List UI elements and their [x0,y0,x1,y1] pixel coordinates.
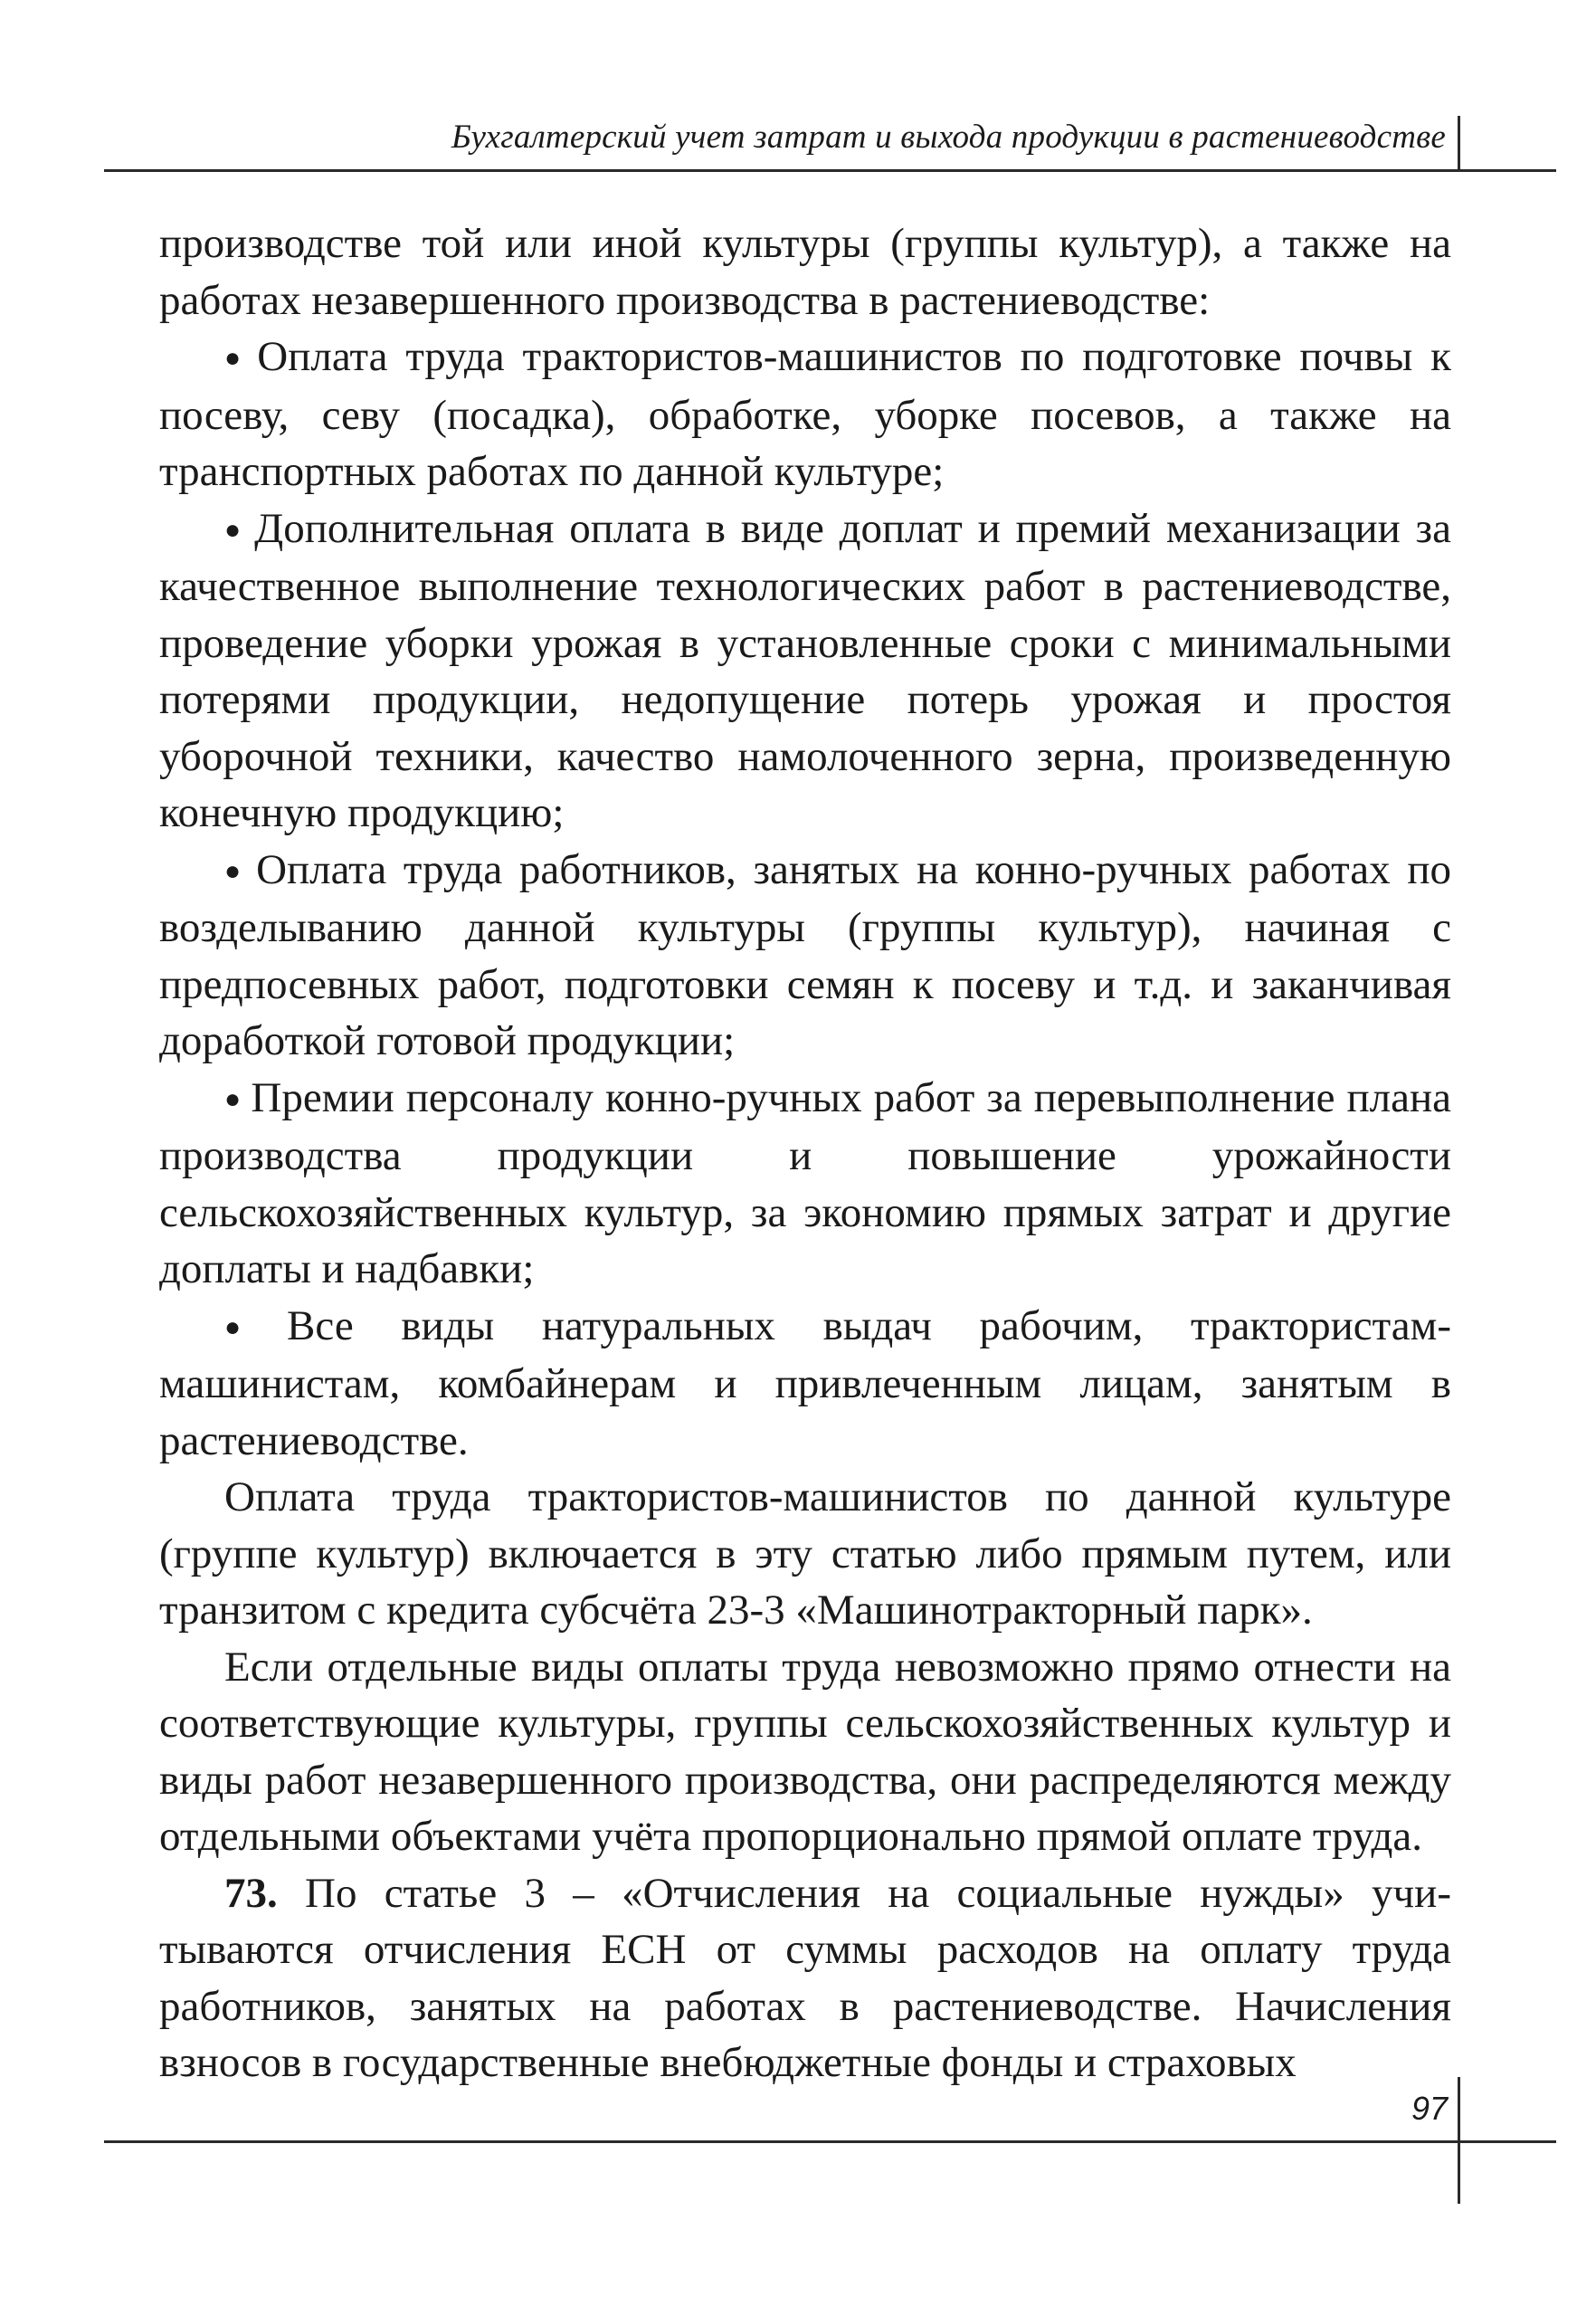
list-item-text: Дополнительная оплата в виде доплат и премий механизации за качественное выполнение технологических работ в растениеводстве, проведение уборки урожая в установленные сроки с минимальными потерями продукции, недопущение потерь урожая и простоя уборочной техники, качество намолоченного зерна, произведенную конечную продукцию; [159,504,1451,836]
bullet-icon: ● [224,1083,242,1114]
bullet-icon: ● [224,855,248,886]
list-item [159,842,1451,1070]
transit-paragraph: Оплата труда трактористов-машинистов по данной культуре (группе культур) включается в эту статью либо прямым путем, или транзитом с кредита субсчёта 23-3 «Машинотракторный парк». [159,1473,1451,1634]
intro-paragraph: производстве той или иной культуры (группы культур), а также на работах незавершенного производства в растениеводстве: [159,220,1451,324]
page-body [159,215,1451,2092]
item-73-paragraph [159,1865,1451,2092]
list-item [159,1070,1451,1298]
item-number: 73. [224,1869,278,1917]
list-item [159,329,1451,500]
bullet-list [159,329,1451,1469]
list-item-text: Премии персоналу конно-ручных работ за перевыполнение плана производства продукции и повышение урожайности сельскохозяйственных культур, за экономию прямых затрат и другие доплаты и надбавки; [159,1073,1452,1292]
list-item [159,1298,1451,1470]
header-vertical-rule [1458,116,1460,172]
list-item-text: Оплата труда работников, занятых на конно-ручных работах по возделыванию данной культуры (группы культур), начиная с предпосевных работ, подготовки семян к посеву и т.д. и заканчивая доработкой готовой продукции; [159,845,1451,1064]
list-item-text: Оплата труда трактористов-машинистов по подготовке почвы к посеву, севу (посадка), обработке, уборке посевов, а также на транспортных работах по данной культуре; [159,333,1451,495]
footer-rule [104,2140,1556,2143]
item-text: По статье 3 – «Отчисления на социальные нужды» учитываются отчисления ЕСН от суммы расходов на оплату труда работников, занятых на работах в растениеводстве. Начисления взносов в государственные внебюджетные фонды и страховых [159,1869,1451,2086]
list-item [159,500,1451,842]
header-rule [104,169,1556,172]
bullet-icon: ● [224,514,246,545]
list-item-text: Все виды натуральных выдач рабочим, трактористам-машинистам, комбайнерам и привлеченным лицам, занятым в растениеводстве. [159,1301,1452,1464]
running-head-title: Бухгалтерский учет затрат и выхода продукции в растениеводстве [451,119,1446,156]
bullet-icon: ● [224,343,249,373]
bullet-icon: ● [224,1311,279,1342]
page-number: 97 [1411,2090,1448,2127]
distribution-paragraph: Если отдельные виды оплаты труда невозможно прямо отнести на соответствующие культуры, группы сельскохозяйственных культур и виды работ незавершенного производства, они распределяются между отдельными объектами учёта пропорционально прямой оплате труда. [159,1643,1451,1860]
